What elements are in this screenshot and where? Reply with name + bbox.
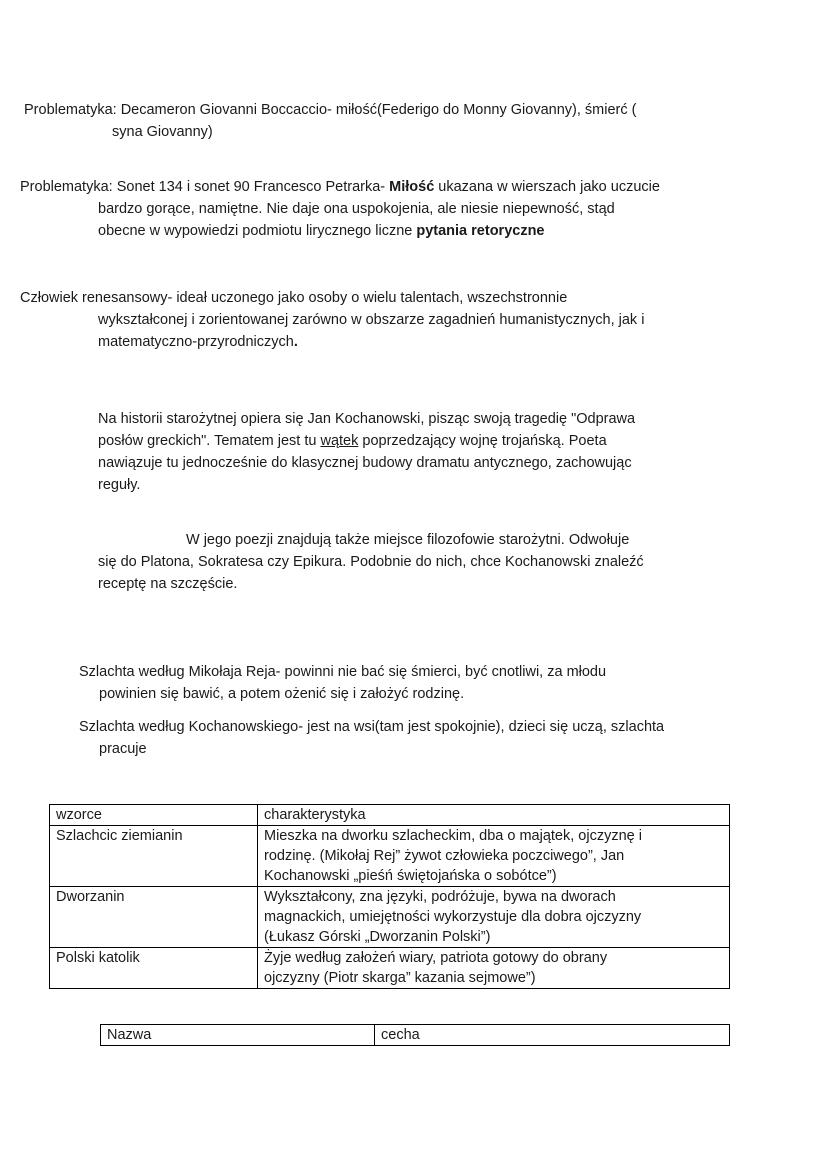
cell-line: Mieszka na dworku szlacheckim, dba o majątek, ojczyznę i [264, 828, 642, 844]
paragraph-szlachta-kochanowski [79, 716, 664, 760]
text-line: reguły. [98, 477, 141, 493]
text-line [98, 430, 635, 452]
table-cell-description [258, 826, 730, 887]
text-line: wykształconej i zorientowanej zarówno w obszarze zagadnień humanistycznych, jak i [98, 312, 645, 328]
text-line: receptę na szczęście. [98, 576, 238, 592]
paragraph-odprawa [98, 408, 635, 496]
cell-line: Wykształcony, zna języki, podróżuje, bywa na dworach [264, 889, 616, 905]
text-line: syna Giovanny) [112, 124, 213, 140]
table-cell-description [258, 887, 730, 948]
text-line: pracuje [99, 741, 147, 757]
cell-line: rodzinę. (Mikołaj Rej” żywot człowieka poczciwego”, Jan [264, 848, 625, 864]
text-line: Szlachta według Kochanowskiego- jest na wsi(tam jest spokojnie), dzieci się uczą, szlachta [79, 719, 665, 735]
paragraph-filozofowie [98, 529, 644, 595]
text-run: ukazana w wierszach jako uczucie [434, 179, 660, 195]
text-line: Na historii starożytnej opiera się Jan Kochanowski, pisząc swoją tragedię "Odprawa [98, 411, 636, 427]
text-run: posłów greckich". Tematem jest tu [98, 433, 321, 449]
text-line: się do Platona, Sokratesa czy Epikura. Podobnie do nich, chce Kochanowski znaleźć [98, 554, 644, 570]
paragraph-szlachta-rej [79, 661, 606, 705]
wzorce-table [49, 804, 730, 989]
table-row [50, 887, 730, 948]
cell-line: magnackich, umiejętności wykorzystuje dla dobra ojczyzny [264, 909, 642, 925]
table-row [50, 826, 730, 887]
table-row [50, 948, 730, 989]
paragraph-czlowiek-renesansowy [20, 287, 644, 353]
paragraph-boccaccio [24, 99, 636, 143]
text-line: Problematyka: Decameron Giovanni Boccaccio- miłość(Federigo do Monny Giovanny), śmierć ( [24, 102, 637, 118]
bold-term: Miłość [389, 179, 435, 195]
text-line: bardzo gorące, namiętne. Nie daje ona uspokojenia, ale niesie niepewność, stąd [98, 201, 615, 217]
table-header-row [50, 805, 730, 826]
text-line [20, 176, 660, 198]
text-run: poprzedzający wojnę trojańską. Poeta [358, 433, 607, 449]
cell-line: Żyje według założeń wiary, patriota gotowy do obrany [264, 950, 608, 966]
table-cell-description [258, 948, 730, 989]
table-cell-name: Szlachcic ziemianin [50, 826, 258, 887]
text-run: . [293, 334, 298, 350]
table-header-cell: cecha [375, 1025, 730, 1046]
text-line: Szlachta według Mikołaja Reja- powinni nie bać się śmierci, być cnotliwi, za młodu [79, 664, 607, 680]
text-line [20, 220, 660, 242]
table-cell-name: Dworzanin [50, 887, 258, 948]
text-run: matematyczno-przyrodniczych [98, 334, 294, 350]
paragraph-petrarka [20, 176, 660, 242]
table-cell-name: Polski katolik [50, 948, 258, 989]
text-line: Człowiek renesansowy- ideał uczonego jako osoby o wielu talentach, wszechstronnie [20, 290, 568, 306]
text-line: W jego poezji znajdują także miejsce filozofowie starożytni. Odwołuje [186, 532, 630, 548]
text-run: obecne w wypowiedzi podmiotu lirycznego liczne [98, 223, 417, 239]
underlined-word: wątek [320, 433, 359, 449]
table-header-cell: Nazwa [101, 1025, 375, 1046]
text-line [20, 331, 644, 353]
text-run: Problematyka: Sonet 134 i sonet 90 Francesco Petrarka- [20, 179, 390, 195]
text-line: nawiązuje tu jednocześnie do klasycznej budowy dramatu antycznego, zachowując [98, 455, 632, 471]
table-header-cell: charakterystyka [258, 805, 730, 826]
cell-line: ojczyzny (Piotr skarga” kazania sejmowe”) [264, 970, 536, 986]
cell-line: (Łukasz Górski „Dworzanin Polski”) [264, 929, 491, 945]
table-header-row [101, 1025, 730, 1046]
nazwa-cecha-table [100, 1024, 730, 1046]
table-header-cell: wzorce [50, 805, 258, 826]
text-line: powinien się bawić, a potem ożenić się i założyć rodzinę. [99, 686, 465, 702]
cell-line: Kochanowski „pieśń świętojańska o sobótce”) [264, 868, 557, 884]
bold-term: pytania retoryczne [416, 223, 545, 239]
